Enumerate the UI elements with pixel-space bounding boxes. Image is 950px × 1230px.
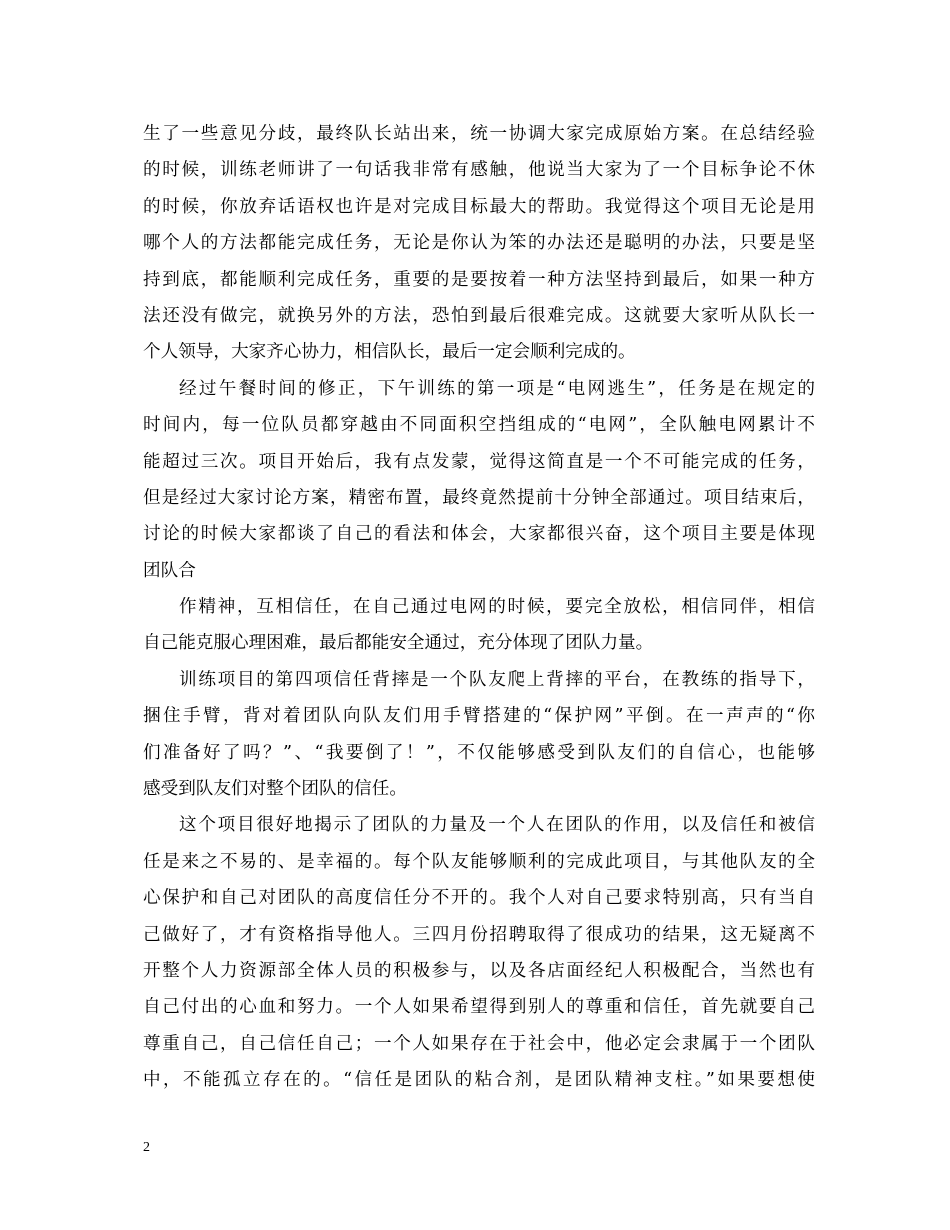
- text-line: 作精神，互相信任，在自己通过电网的时候，要完全放松，相信同伴，相信: [179, 597, 815, 618]
- text-line: 己做好了，才有资格指导他人。三四月份招聘取得了很成功的结果，这无疑离不: [143, 924, 815, 945]
- text-line: 讨论的时候大家都谈了自己的看法和体会，大家都很兴奋，这个项目主要是体现: [143, 524, 815, 545]
- text-line: 的时候，你放弃话语权也许是对完成目标最大的帮助。我觉得这个项目无论是用: [143, 196, 815, 217]
- text-line: 尊重自己，自己信任自己；一个人如果存在于社会中，他必定会隶属于一个团队: [143, 1033, 815, 1054]
- text-line: 任是来之不易的、是幸福的。每个队友能够顺利的完成此项目，与其他队友的全: [143, 851, 815, 872]
- text-line: 时间内，每一位队员都穿越由不同面积空挡组成的“电网”，全队触电网累计不: [143, 415, 815, 436]
- paragraph: [143, 589, 815, 662]
- text-line: 们准备好了吗？”、“我要倒了！”，不仅能够感受到队友们的自信心，也能够: [143, 742, 815, 763]
- text-line: 持到底，都能顺利完成任务，重要的是要按着一种方法坚持到最后，如果一种方: [143, 269, 815, 290]
- text-line: 经过午餐时间的修正，下午训练的第一项是“电网逃生”，任务是在规定的: [179, 378, 815, 399]
- text-line: 但是经过大家讨论方案，精密布置，最终竟然提前十分钟全部通过。项目结束后，: [143, 487, 815, 508]
- text-line: 训练项目的第四项信任背摔是一个队友爬上背摔的平台，在教练的指导下，: [179, 669, 815, 690]
- text-line: 自己付出的心血和努力。一个人如果希望得到别人的尊重和信任，首先就要自己: [143, 997, 815, 1018]
- text-line: 能超过三次。项目开始后，我有点发蒙，觉得这简直是一个不可能完成的任务，: [143, 451, 815, 472]
- text-line: 心保护和自己对团队的高度信任分不开的。我个人对自己要求特别高，只有当自: [143, 888, 815, 909]
- text-line: 生了一些意见分歧，最终队长站出来，统一协调大家完成原始方案。在总结经验: [143, 124, 815, 144]
- text-line: 这个项目很好地揭示了团队的力量及一个人在团队的作用，以及信任和被信: [179, 815, 815, 836]
- text-line: 的时候，训练老师讲了一句话我非常有感触，他说当大家为了一个目标争论不休: [143, 160, 815, 181]
- text-line: 中，不能孤立存在的。“信任是团队的粘合剂，是团队精神支柱。”如果要想使: [143, 1070, 815, 1091]
- text-line: 哪个人的方法都能完成任务，无论是你认为笨的办法还是聪明的办法，只要是坚: [143, 233, 815, 254]
- paragraph: [143, 116, 815, 371]
- text-line: 自己能克服心理困难，最后都能安全通过，充分体现了团队力量。: [143, 633, 654, 654]
- text-line: 捆住手臂，背对着团队向队友们用手臂搭建的“保护网”平倒。在一声声的“你: [143, 706, 815, 727]
- paragraph: [143, 807, 815, 1098]
- body-text: [143, 116, 815, 1099]
- text-line: 感受到队友们对整个团队的信任。: [143, 779, 407, 800]
- paragraph: [143, 371, 815, 589]
- paragraph: [143, 662, 815, 808]
- text-line: 开整个人力资源部全体人员的积极参与，以及各店面经纪人积极配合，当然也有: [143, 960, 815, 981]
- text-line: 团队合: [143, 560, 196, 581]
- text-line: 法还没有做完，就换另外的方法，恐怕到最后很难完成。这就要大家听从队长一: [143, 305, 815, 326]
- page-number: 2: [143, 1140, 150, 1155]
- text-line: 个人领导，大家齐心协力，相信队长，最后一定会顺利完成的。: [143, 342, 636, 363]
